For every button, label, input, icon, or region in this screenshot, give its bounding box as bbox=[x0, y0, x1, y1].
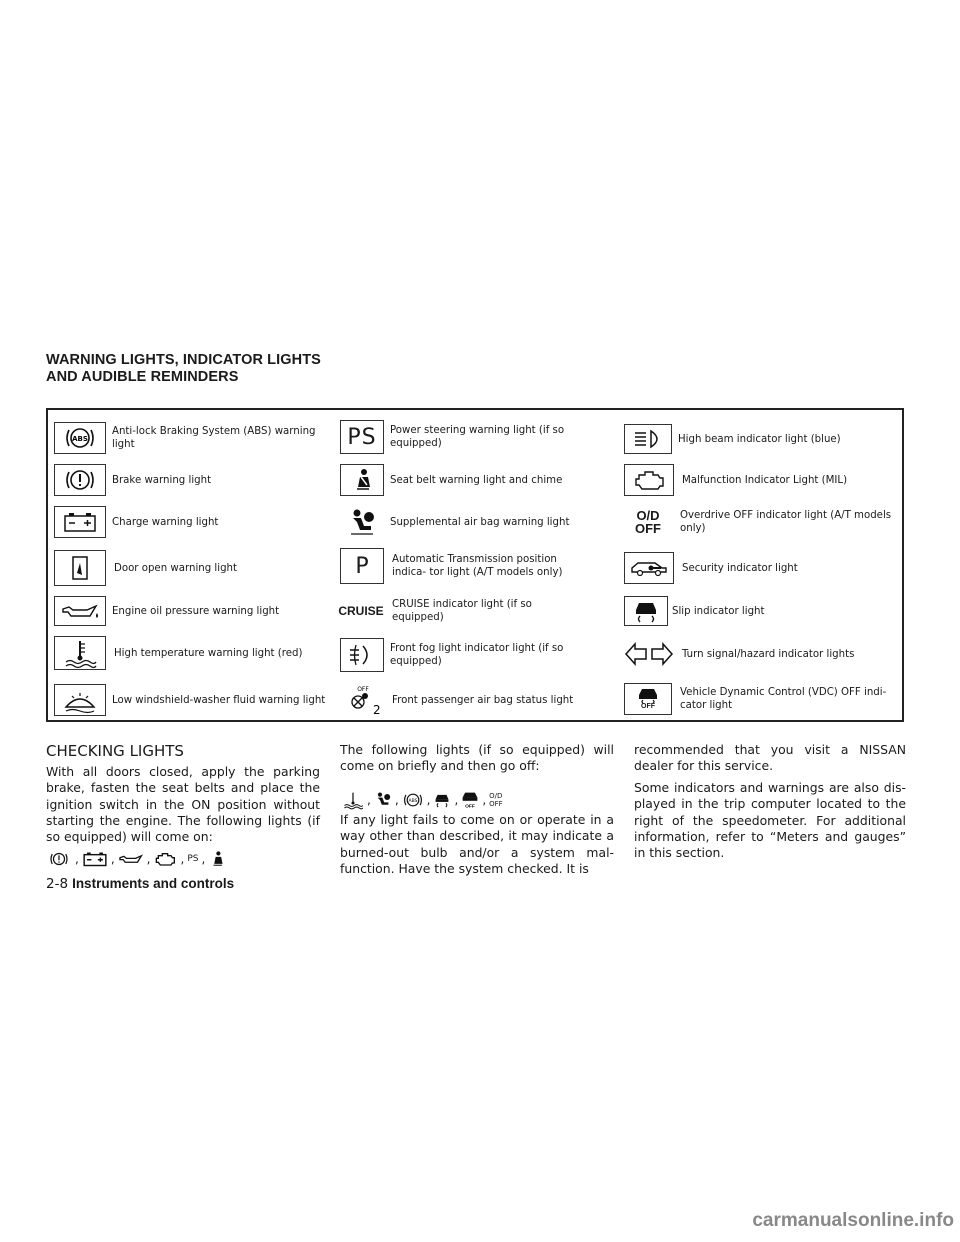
od-off-icon bbox=[489, 792, 503, 808]
section-title-line2: AND AUDIBLE REMINDERS bbox=[46, 369, 239, 385]
fog-icon bbox=[340, 638, 384, 672]
table-row bbox=[54, 682, 344, 718]
engine-icon bbox=[624, 464, 674, 496]
airbag-icon bbox=[374, 791, 392, 809]
table-row bbox=[54, 594, 334, 628]
ps-icon: PS bbox=[340, 420, 384, 454]
table-row bbox=[340, 504, 580, 540]
row-label: Charge warning light bbox=[112, 516, 219, 528]
p-icon: P bbox=[340, 548, 384, 584]
svg-text:2: 2 bbox=[373, 703, 381, 717]
row-label: Security indicator light bbox=[682, 562, 798, 574]
temperature-icon bbox=[342, 790, 364, 810]
row-label: Power steering warning light (if so equipped) bbox=[390, 425, 565, 449]
row-label: Front passenger air bag status light bbox=[392, 694, 574, 706]
row-label: Turn signal/hazard indicator lights bbox=[682, 648, 855, 660]
table-row bbox=[624, 422, 904, 456]
row-label: Front fog light indicator light (if so equipped) bbox=[390, 643, 564, 667]
brake-icon bbox=[54, 464, 106, 496]
seatbelt-icon bbox=[208, 850, 226, 868]
oil-icon bbox=[54, 596, 106, 626]
section-title bbox=[46, 352, 321, 386]
slip-icon bbox=[433, 791, 451, 809]
table-row bbox=[340, 636, 590, 674]
washer-icon bbox=[54, 684, 106, 716]
separator: , bbox=[367, 793, 371, 807]
row-label: CRUISE indicator light (if so equipped) bbox=[392, 599, 532, 623]
separator: , bbox=[110, 852, 115, 866]
table-row bbox=[340, 682, 590, 718]
row-label: Seat belt warning light and chime bbox=[390, 474, 563, 486]
table-row bbox=[336, 594, 586, 628]
battery-icon bbox=[54, 506, 106, 538]
row-label: Slip indicator light bbox=[672, 605, 765, 617]
temperature-icon bbox=[54, 636, 106, 670]
high-beam-icon bbox=[624, 424, 672, 454]
table-row bbox=[340, 418, 580, 456]
od-off-icon: O/D OFF bbox=[624, 504, 672, 540]
svg-text:ABS: ABS bbox=[72, 435, 88, 443]
table-row bbox=[54, 548, 334, 588]
row-label: Low windshield-washer fluid warning light bbox=[112, 694, 326, 706]
battery-icon bbox=[82, 851, 108, 867]
slip-icon bbox=[624, 596, 668, 626]
oil-icon bbox=[118, 852, 144, 866]
separator: , bbox=[75, 852, 79, 866]
table-row bbox=[624, 502, 904, 542]
abs-icon bbox=[402, 791, 424, 809]
para-recommend: recommended that you visit a NISSAN dealer for this service. bbox=[634, 742, 906, 774]
warning-lights-table bbox=[46, 408, 904, 722]
chapter-title: Instruments and controls bbox=[72, 876, 235, 891]
table-row bbox=[54, 462, 334, 498]
abs-icon bbox=[54, 422, 106, 454]
section-title-line1: WARNING LIGHTS, INDICATOR LIGHTS bbox=[46, 352, 321, 368]
brief-lights-icons bbox=[342, 790, 503, 810]
checking-lights-heading: CHECKING LIGHTS bbox=[46, 742, 184, 760]
table-row bbox=[340, 546, 590, 586]
separator: , bbox=[180, 852, 185, 866]
separator: , bbox=[201, 852, 206, 866]
airbag-icon bbox=[340, 506, 384, 538]
table-row bbox=[624, 462, 904, 498]
turn-signal-icon bbox=[624, 639, 674, 669]
od-text: O/D bbox=[489, 792, 503, 800]
row-label: Malfunction Indicator Light (MIL) bbox=[682, 474, 848, 486]
engine-icon bbox=[153, 851, 177, 867]
row-label: Overdrive OFF indicator light (A/T models only) bbox=[680, 510, 892, 534]
svg-text:OFF: OFF bbox=[465, 804, 476, 810]
page-number: 2-8 bbox=[46, 876, 69, 892]
svg-text:OFF: OFF bbox=[357, 686, 369, 693]
table-row bbox=[624, 680, 904, 718]
door-icon bbox=[54, 550, 106, 586]
row-label: Engine oil pressure warning light bbox=[112, 605, 280, 617]
table-row bbox=[340, 462, 580, 498]
separator: , bbox=[454, 793, 459, 807]
separator: , bbox=[426, 793, 431, 807]
separator: , bbox=[146, 852, 151, 866]
table-row bbox=[54, 420, 334, 456]
off-text: OFF bbox=[489, 800, 503, 808]
row-label: Brake warning light bbox=[112, 474, 212, 486]
row-label: Door open warning light bbox=[114, 562, 238, 574]
initial-lights-icons bbox=[46, 850, 226, 868]
row-label: Anti-lock Braking System (ABS) warning light bbox=[112, 426, 316, 450]
passenger-airbag-icon bbox=[340, 683, 384, 717]
page-footer bbox=[46, 876, 234, 892]
row-label: Automatic Transmission position indica- tor light (A/T models only) bbox=[392, 554, 563, 578]
table-row bbox=[624, 636, 904, 672]
separator: , bbox=[482, 793, 487, 807]
svg-text:ABS: ABS bbox=[408, 798, 418, 804]
seatbelt-icon bbox=[340, 464, 384, 496]
row-label: Vehicle Dynamic Control (VDC) OFF indi- cator light bbox=[680, 687, 887, 711]
vdc-off-icon: OFF bbox=[624, 683, 672, 715]
table-row bbox=[624, 550, 904, 586]
table-row bbox=[54, 634, 334, 672]
watermark: carmanualsonline.info bbox=[752, 1210, 954, 1231]
table-row bbox=[54, 504, 334, 540]
cruise-icon: CRUISE bbox=[336, 596, 386, 626]
para-fails: If any light fails to come on or operate in a way other than described, it may indicate a burned-out bulb and/or a system mal- function. Have the system checked. It is bbox=[340, 812, 614, 876]
table-row bbox=[624, 594, 904, 628]
row-label: High beam indicator light (blue) bbox=[678, 433, 841, 445]
row-label: High temperature warning light (red) bbox=[114, 647, 303, 659]
para-briefly: The following lights (if so equipped) will come on briefly and then go off: bbox=[340, 742, 614, 774]
row-label: Supplemental air bag warning light bbox=[390, 516, 570, 528]
para-doors-closed: With all doors closed, apply the parking brake, fasten the seat belts and place the ignition switch in the ON position without starting the engine. The following lights (if so equipped) will come on: bbox=[46, 764, 320, 845]
brake-icon bbox=[46, 851, 72, 867]
vdc-off-icon bbox=[461, 791, 479, 809]
ps-icon: PS bbox=[187, 854, 199, 864]
security-icon bbox=[624, 552, 674, 584]
separator: , bbox=[394, 793, 399, 807]
para-trip-computer: Some indicators and warnings are also dis- played in the trip computer located to the right of the speedometer. For additional information, refer to “Meters and gauges” in this section. bbox=[634, 780, 906, 861]
